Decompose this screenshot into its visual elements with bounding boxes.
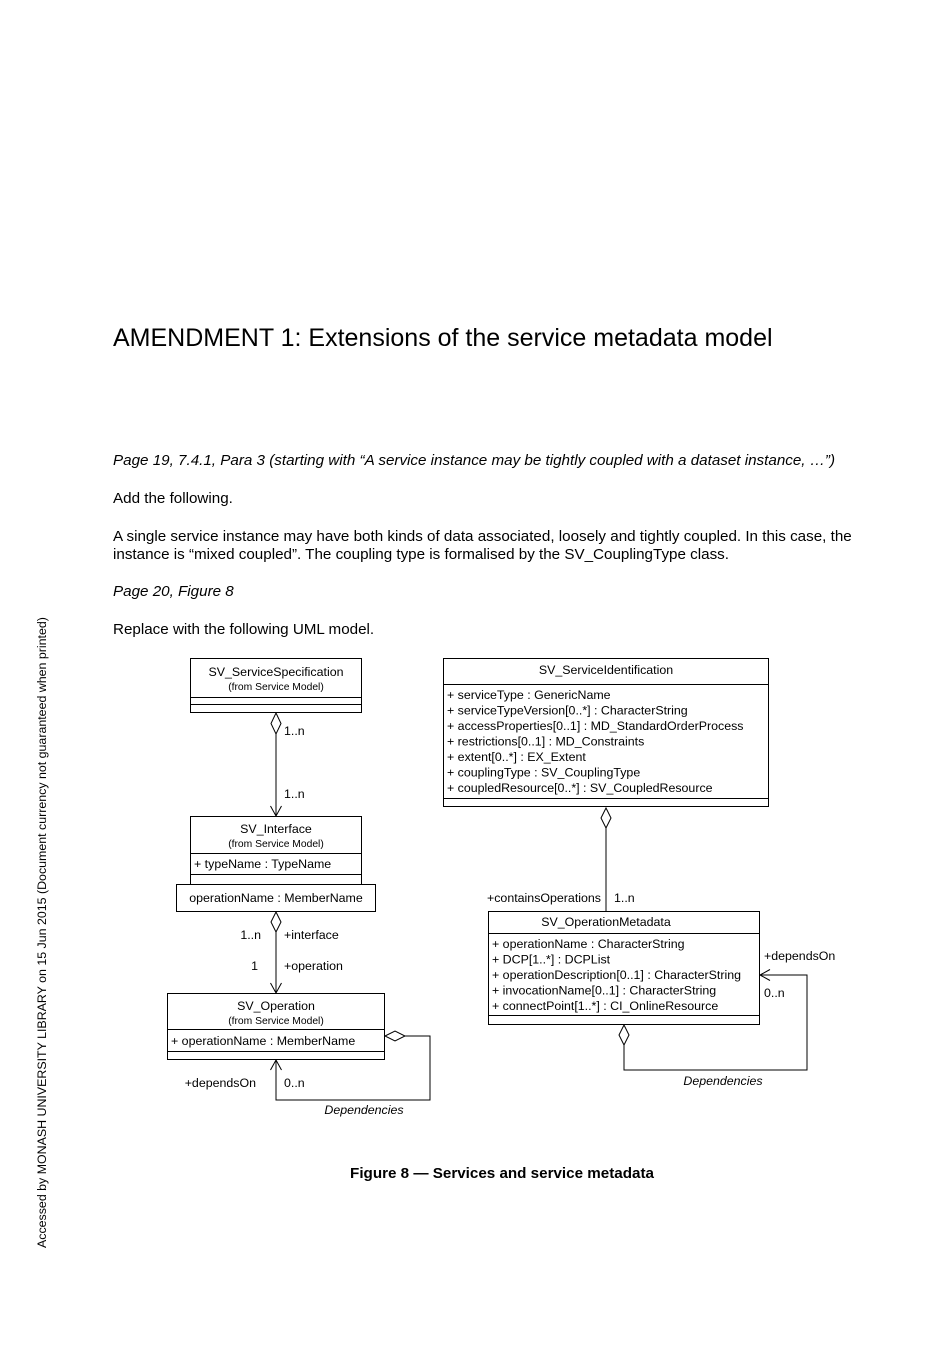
dependencies-label: Dependencies <box>324 1103 404 1117</box>
operation-metadata-attribute: + operationDescription[0..1] : CharacterString <box>492 968 741 982</box>
aggregation-diamond <box>271 912 281 932</box>
multiplicity-label: 1..n <box>284 787 305 801</box>
role-label: +containsOperations <box>487 891 601 905</box>
operation-name-qualifier-text: operationName : MemberName <box>189 891 363 905</box>
service-identification-attribute: + accessProperties[0..1] : MD_StandardOrderProcess <box>447 719 744 733</box>
operation-metadata-attribute: + invocationName[0..1] : CharacterString <box>492 983 717 998</box>
service-identification-attribute: + serviceType : GenericName <box>447 688 611 702</box>
role-label: +dependsOn <box>184 1076 256 1090</box>
interface-attribute: + typeName : TypeName <box>194 857 332 871</box>
instruction-replace: Replace with the following UML model. <box>113 621 375 638</box>
document-access-note: Accessed by MONASH UNIVERSITY LIBRARY on 15 Jun 2015 (Document currency not guaranteed when printed) <box>35 617 49 1248</box>
operation-metadata-attribute: + connectPoint[1..*] : CI_OnlineResource <box>492 999 719 1013</box>
multiplicity-label: 0..n <box>284 1076 305 1090</box>
service-identification-attribute: + extent[0..*] : EX_Extent <box>447 750 586 764</box>
multiplicity-label: 1..n <box>614 891 635 905</box>
interface-from: (from Service Model) <box>228 839 324 850</box>
interface-name: SV_Interface <box>240 822 312 836</box>
service-identification-attribute: + couplingType : SV_CouplingType <box>447 765 641 780</box>
role-label: +dependsOn <box>764 949 836 963</box>
service-identification-attribute: + coupledResource[0..*] : SV_CoupledResource <box>447 781 713 795</box>
role-label: +interface <box>284 928 339 942</box>
page-reference-2: Page 20, Figure 8 <box>113 583 234 600</box>
service-specification-name: SV_ServiceSpecification <box>208 665 344 679</box>
service-identification-attribute: + restrictions[0..1] : MD_Constraints <box>447 734 645 749</box>
service-specification-from: (from Service Model) <box>228 682 324 693</box>
body-paragraph-line-2: instance is “mixed coupled”. The coupling type is formalised by the SV_CouplingType class. <box>113 546 729 563</box>
role-label: +operation <box>284 959 343 973</box>
operation-metadata-attribute: + operationName : CharacterString <box>492 937 685 951</box>
instruction-add: Add the following. <box>113 490 233 507</box>
body-paragraph-line-1: A single service instance may have both kinds of data associated, loosely and tightly coupled. In this case, the <box>113 528 852 545</box>
dependencies-label: Dependencies <box>683 1074 763 1088</box>
operation-class-name: SV_Operation <box>237 999 315 1013</box>
multiplicity-label: 1..n <box>240 928 261 942</box>
aggregation-diamond <box>271 713 281 734</box>
operation-metadata-name: SV_OperationMetadata <box>541 915 671 929</box>
operation-metadata-attribute: + DCP[1..*] : DCPList <box>492 952 611 967</box>
figure-caption: Figure 8 — Services and service metadata <box>350 1165 654 1182</box>
multiplicity-label: 0..n <box>764 986 785 1000</box>
operation-class-from: (from Service Model) <box>228 1016 324 1027</box>
multiplicity-label: 1..n <box>284 724 305 738</box>
aggregation-diamond <box>601 808 611 828</box>
multiplicity-label: 1 <box>251 959 258 973</box>
service-identification-attribute: + serviceTypeVersion[0..*] : CharacterString <box>447 703 688 718</box>
page-reference-1: Page 19, 7.4.1, Para 3 (starting with “A service instance may be tightly coupled with a dataset instance, …”) <box>113 452 836 469</box>
operation-class-attribute: + operationName : MemberName <box>171 1034 356 1048</box>
service-identification-name: SV_ServiceIdentification <box>538 663 674 677</box>
aggregation-diamond <box>619 1025 629 1045</box>
aggregation-diamond <box>385 1031 405 1041</box>
page-title: AMENDMENT 1: Extensions of the service metadata model <box>113 324 773 352</box>
